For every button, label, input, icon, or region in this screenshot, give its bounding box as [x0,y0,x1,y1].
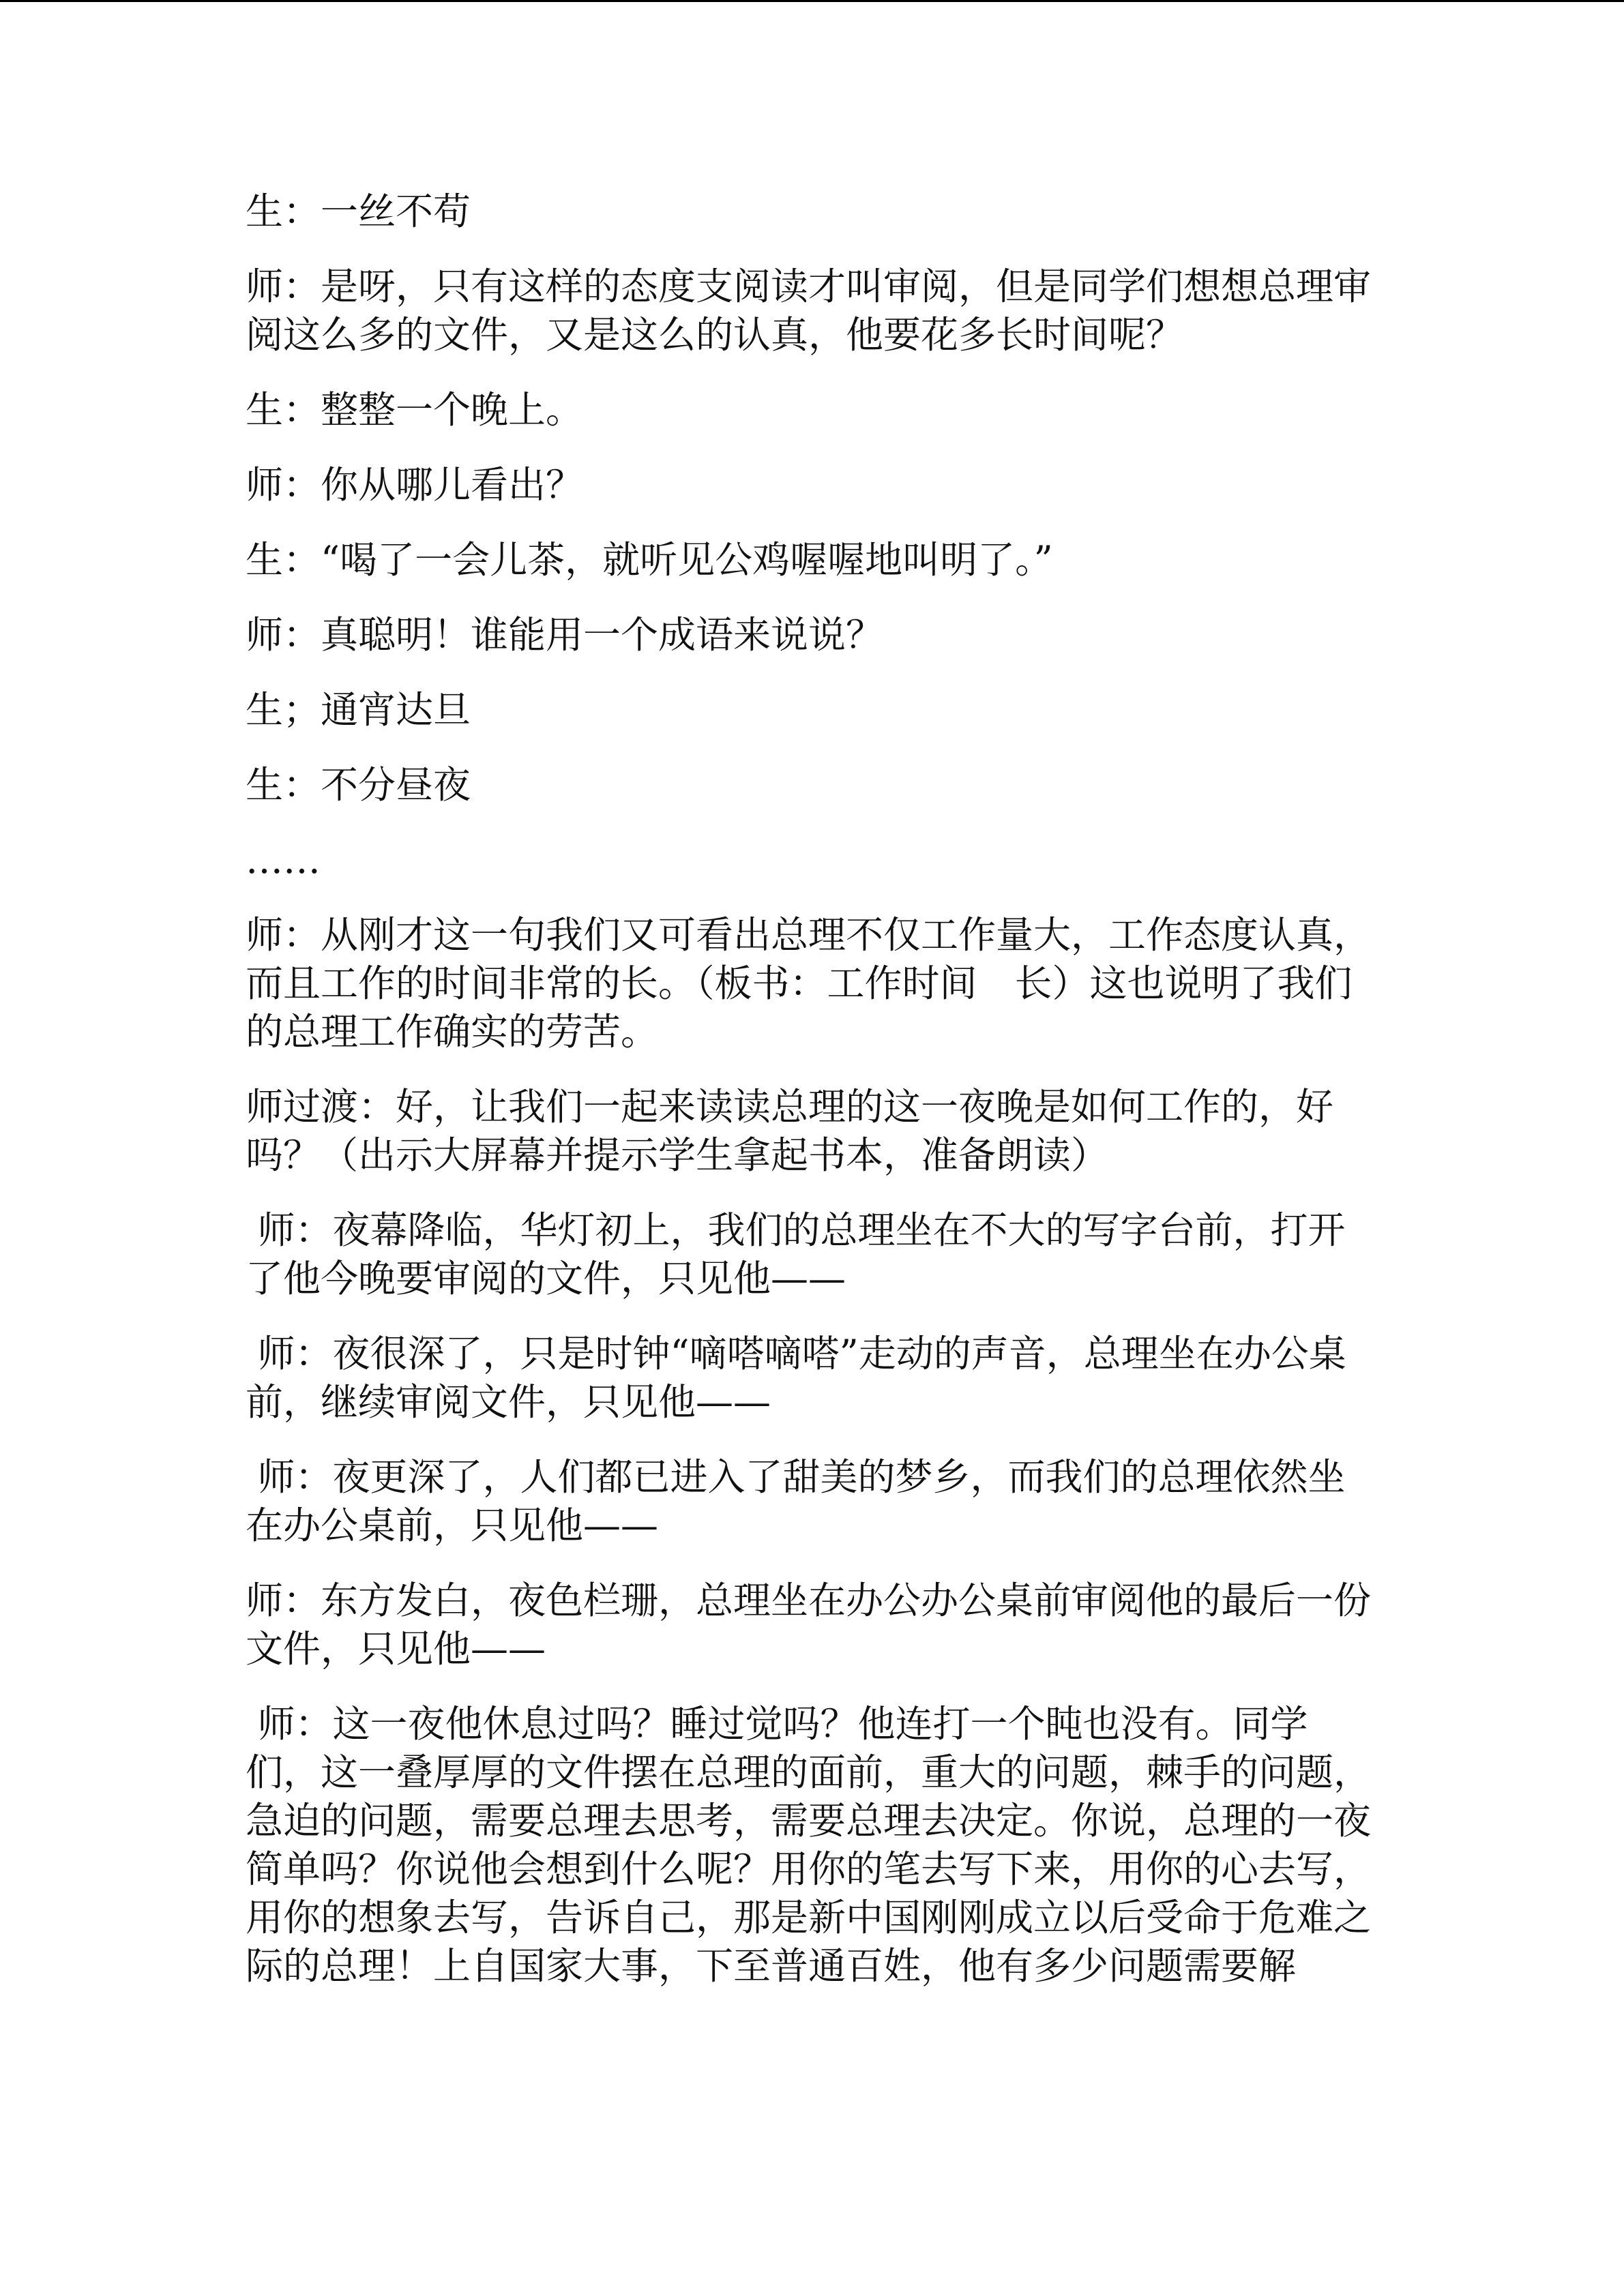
document-body [246,188,1378,2017]
paragraph-teacher-question: 师：你从哪儿看出？ [246,463,584,507]
paragraph-ellipsis: …… [246,838,321,882]
paragraph-teacher-summary: 师：从刚才这一句我们又可看出总理不仅工作量大，工作态度认真，而且工作的时间非常的长。（板书：工作时间 长）这也说明了我们的总理工作确实的劳苦。 [246,913,1372,1054]
paragraph-teacher-reading-prompt: 师：东方发白，夜色栏珊，总理坐在办公办公桌前审阅他的最后一份文件，只见他—— [246,1579,1372,1671]
paragraph-teacher-transition: 师过渡：好，让我们一起来读读总理的这一夜晚是如何工作的，好吗？（出示大屏幕并提示学生拿起书本，准备朗读） [246,1085,1334,1177]
paragraph-teacher-question: 师：真聪明！谁能用一个成语来说说？ [246,613,884,657]
paragraph-student-answer: 生：整整一个晚上。 [246,388,584,432]
paragraph-student-answer: 生：一丝不苟 [246,190,471,233]
paragraph-teacher-question: 师：是呀，只有这样的态度支阅读才叫审阅，但是同学们想想总理审阅这么多的文件，又是这么的认真，他要花多长时间呢？ [246,265,1372,357]
paragraph-student-answer: 生；通宵达旦 [246,688,471,732]
paragraph-teacher-reading-prompt: 师：夜更深了，人们都已进入了甜美的梦乡，而我们的总理依然坐在办公桌前，只见他—— [246,1455,1346,1547]
paragraph-teacher-reading-prompt: 师：夜很深了，只是时钟“嘀嗒嘀嗒”走动的声音，总理坐在办公桌前，继续审阅文件，只见他—— [246,1332,1346,1424]
paragraph-student-answer: 生：“喝了一会儿茶，就听见公鸡喔喔地叫明了。” [246,538,1053,582]
paragraph-teacher-reading-prompt: 师：夜幕降临，华灯初上，我们的总理坐在不大的写字台前，打开了他今晚要审阅的文件，只见他—— [246,1208,1346,1300]
paragraph-teacher-writing-prompt: 师：这一夜他休息过吗？睡过觉吗？他连打一个盹也没有。同学们，这一叠厚厚的文件摆在总理的面前，重大的问题，棘手的问题，急迫的问题，需要总理去思考，需要总理去决定。你说，总理的一夜简单吗？你说他会想到什么呢？用你的笔去写下来，用你的心去写，用你的想象去写，告诉自己，那是新中国刚刚成立以后受命于危难之际的总理！上自国家大事，下至普通百姓，他有多少问题需要解 [246,1702,1372,1988]
paragraph-student-answer: 生：不分昼夜 [246,763,471,807]
